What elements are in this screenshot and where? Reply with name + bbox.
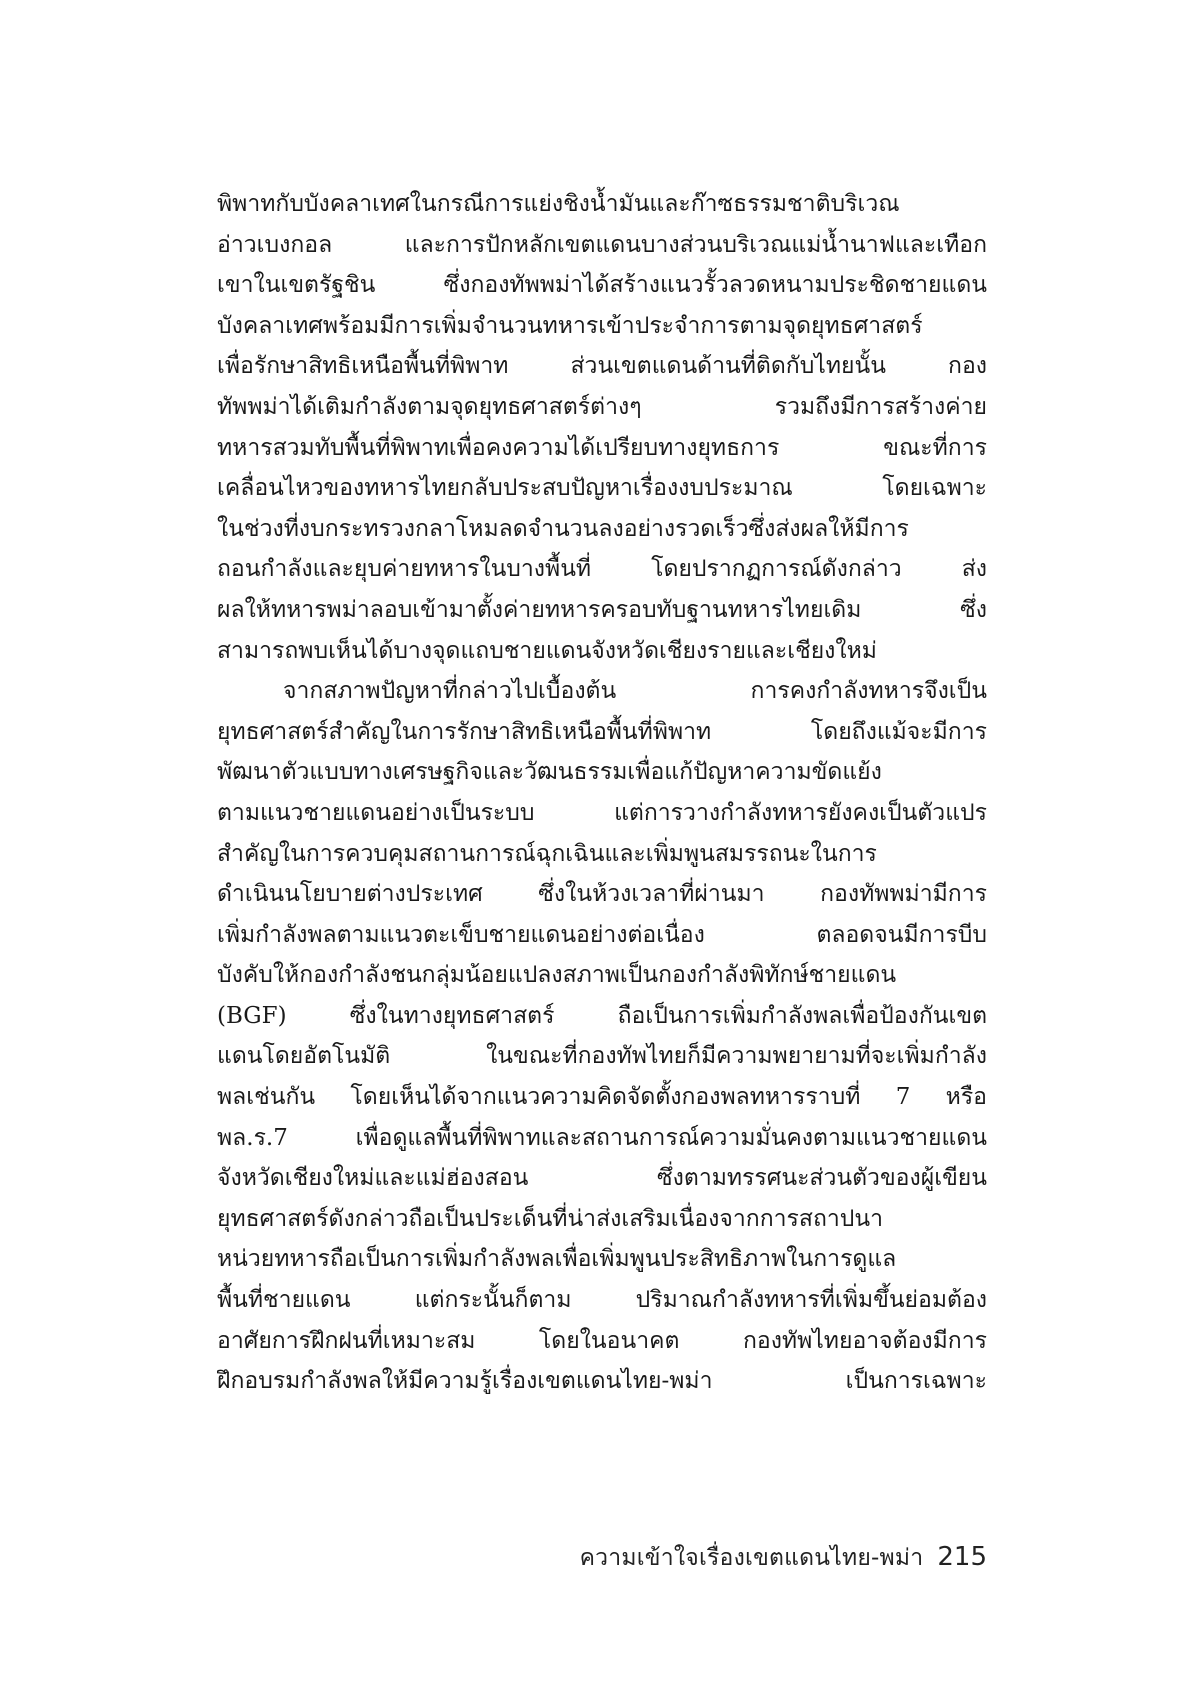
text-line: พัฒนาตัวแบบทางเศรษฐกิจและวัฒนธรรมเพื่อแก้ปัญหาความขัดแย้ง [217, 759, 882, 786]
text-line: ฝึกอบรมกำลังพลให้มีความรู้เรื่องเขตแดนไทย-พม่า เป็นการเฉพาะ [217, 1368, 987, 1395]
text-line: พล.ร.7 เพื่อดูแลพื้นที่พิพาทและสถานการณ์ความมั่นคงตามแนวชายแดน [217, 1124, 987, 1151]
running-title: ความเข้าใจเรื่องเขตแดนไทย-พม่า [579, 1545, 924, 1571]
text-line: จังหวัดเชียงใหม่และแม่ฮ่องสอน ซึ่งตามทรรศนะส่วนตัวของผู้เขียน [217, 1165, 987, 1192]
text-line: เพื่อรักษาสิทธิเหนือพื้นที่พิพาท ส่วนเขตแดนด้านที่ติดกับไทยนั้น กอง [217, 353, 987, 380]
text-line: ในช่วงที่งบกระทรวงกลาโหมลดจำนวนลงอย่างรวดเร็วซึ่งส่งผลให้มีการ [217, 515, 909, 542]
text-line: แดนโดยอัตโนมัติ ในขณะที่กองทัพไทยก็มีความพยายามที่จะเพิ่มกำลัง [217, 1043, 987, 1070]
text-line: ยุทธศาสตร์สำคัญในการรักษาสิทธิเหนือพื้นที่พิพาท โดยถึงแม้จะมีการ [217, 718, 987, 745]
text-line: ถอนกำลังและยุบค่ายทหารในบางพื้นที่ โดยปรากฏการณ์ดังกล่าว ส่ง [217, 556, 987, 583]
page-number: 215 [937, 1542, 987, 1572]
text-line: ยุทธศาสตร์ดังกล่าวถือเป็นประเด็นที่น่าส่งเสริมเนื่องจากการสถาปนา [217, 1205, 884, 1232]
text-line: ทหารสวมทับพื้นที่พิพาทเพื่อคงความได้เปรียบทางยุทธการ ขณะที่การ [217, 434, 987, 461]
text-line: ดำเนินนโยบายต่างประเทศ ซึ่งในห้วงเวลาที่ผ่านมา กองทัพพม่ามีการ [217, 881, 987, 908]
text-line: บังคับให้กองกำลังชนกลุ่มน้อยแปลงสภาพเป็นกองกำลังพิทักษ์ชายแดน [217, 962, 897, 989]
paragraph-end-line: สามารถพบเห็นได้บางจุดแถบชายแดนจังหวัดเชียงรายและเชียงใหม่ [217, 637, 877, 664]
text-line: หน่วยทหารถือเป็นการเพิ่มกำลังพลเพื่อเพิ่มพูนประสิทธิภาพในการดูแล [217, 1246, 897, 1273]
text-line: เคลื่อนไหวของทหารไทยกลับประสบปัญหาเรื่องงบประมาณ โดยเฉพาะ [217, 475, 987, 502]
text-line: อ่าวเบงกอล และการปักหลักเขตแดนบางส่วนบริเวณแม่น้ำนาฟและเทือก [217, 231, 987, 258]
text-line: เพิ่มกำลังพลตามแนวตะเข็บชายแดนอย่างต่อเนื่อง ตลอดจนมีการบีบ [217, 921, 987, 948]
text-line: สำคัญในการควบคุมสถานการณ์ฉุกเฉินและเพิ่มพูนสมรรถนะในการ [217, 840, 877, 867]
body-text [217, 184, 987, 1402]
text-line: บังคลาเทศพร้อมมีการเพิ่มจำนวนทหารเข้าประจำการตามจุดยุทธศาสตร์ [217, 312, 923, 339]
text-line: ทัพพม่าได้เติมกำลังตามจุดยุทธศาสตร์ต่างๆ รวมถึงมีการสร้างค่าย [217, 393, 987, 420]
text-line: เขาในเขตรัฐชิน ซึ่งกองทัพพม่าได้สร้างแนวรั้วลวดหนามประชิดชายแดน [217, 272, 987, 299]
text-line: พื้นที่ชายแดน แต่กระนั้นก็ตาม ปริมาณกำลังทหารที่เพิ่มขึ้นย่อมต้อง [217, 1287, 987, 1314]
paragraph-first-line: จากสภาพปัญหาที่กล่าวไปเบื้องต้น การคงกำลังทหารจึงเป็น [283, 678, 987, 705]
text-line: พลเช่นกัน โดยเห็นได้จากแนวความคิดจัดตั้งกองพลทหารราบที่ 7 หรือ [217, 1084, 987, 1111]
text-line: อาศัยการฝึกฝนที่เหมาะสม โดยในอนาคต กองทัพไทยอาจต้องมีการ [217, 1327, 987, 1354]
running-footer [500, 1540, 987, 1580]
text-line: ตามแนวชายแดนอย่างเป็นระบบ แต่การวางกำลังทหารยังคงเป็นตัวแปร [217, 799, 987, 826]
text-line: พิพาทกับบังคลาเทศในกรณีการแย่งชิงน้ำมันและก๊าซธรรมชาติบริเวณ [217, 191, 900, 217]
text-line: (BGF) ซึ่งในทางยุทธศาสตร์ ถือเป็นการเพิ่มกำลังพลเพื่อป้องกันเขต [217, 1002, 987, 1029]
text-line: ผลให้ทหารพม่าลอบเข้ามาตั้งค่ายทหารครอบทับฐานทหารไทยเดิม ซึ่ง [217, 596, 987, 623]
